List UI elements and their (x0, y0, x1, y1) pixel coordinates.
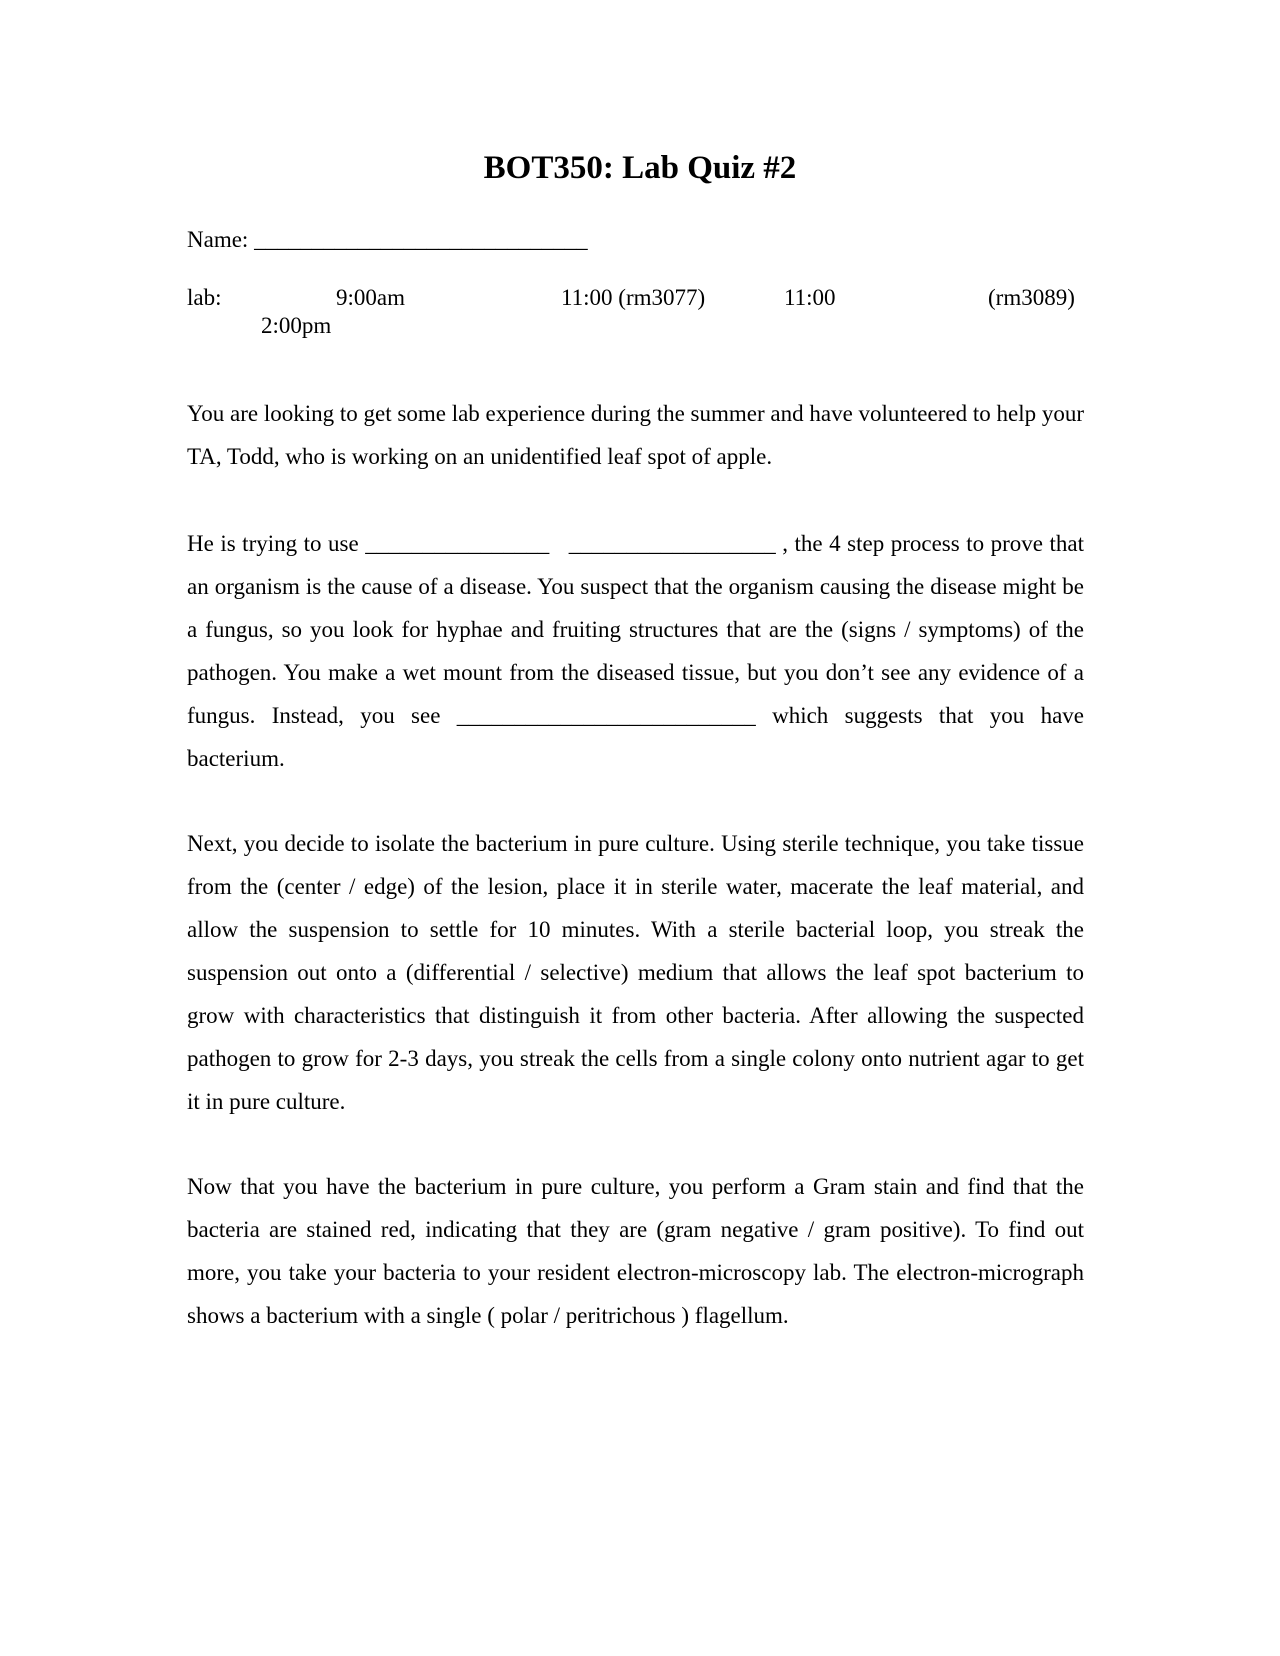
observation-blank: __________________________ (456, 703, 756, 728)
p2-start-text: He is trying to use (187, 531, 359, 556)
lab-room-2: (rm3089) (988, 285, 1075, 310)
paragraph-koch (187, 522, 1084, 780)
paragraph-isolation: Next, you decide to isolate the bacterium in pure culture. Using sterile technique, you take tissue from the (center / edge) of the lesion, place it in sterile water, macerate the leaf material, and allow the suspension to settle for 10 minutes. With a sterile bacterial loop, you streak the suspension out onto a (differential / selective) medium that allows the leaf spot bacterium to grow with characteristics that distinguish it from other bacteria. After allowing the suspected pathogen to grow for 2-3 days, you streak the cells from a single colony onto nutrient agar to get it in pure culture. (187, 831, 1084, 1114)
page-title: BOT350: Lab Quiz #2 (483, 150, 797, 186)
paragraph-intro: You are looking to get some lab experience during the summer and have volunteered to help your TA, Todd, who is working on an unidentified leaf spot of apple. (187, 401, 1084, 469)
koch-blank-1: ________________ (365, 531, 550, 556)
lab-time-1: 9:00am (336, 285, 405, 310)
lab-time-3: 11:00 (784, 285, 836, 310)
lab-label: lab: (187, 285, 222, 310)
name-line (187, 226, 588, 254)
name-label: Name: (187, 227, 249, 252)
lab-time-2: 11:00 (rm3077) (561, 285, 706, 310)
p2-end-text: which suggests that you have bacterium. (187, 703, 1084, 771)
paragraph-gram-stain: Now that you have the bacterium in pure culture, you perform a Gram stain and find that the bacteria are stained red, indicating that they are (gram negative / gram positive). To find out more, you take your bacteria to your resident electron-microscopy lab. The electron-micrograph shows a bacterium with a single ( polar / peritrichous ) flagellum. (187, 1174, 1084, 1328)
koch-blank-2: __________________ (568, 531, 776, 556)
name-blank: _____________________________ (254, 227, 588, 252)
p2-mid-text: , the 4 step process to prove that an organism is the cause of a disease. You suspect that the organism causing the disease might be a fungus, so you look for hyphae and fruiting structures that are the (signs / symptoms) of the pathogen. You make a wet mount from the diseased tissue, but you don’t see any evidence of a fungus. Instead, you see (187, 531, 1084, 728)
lab-time-4: 2:00pm (261, 313, 332, 338)
